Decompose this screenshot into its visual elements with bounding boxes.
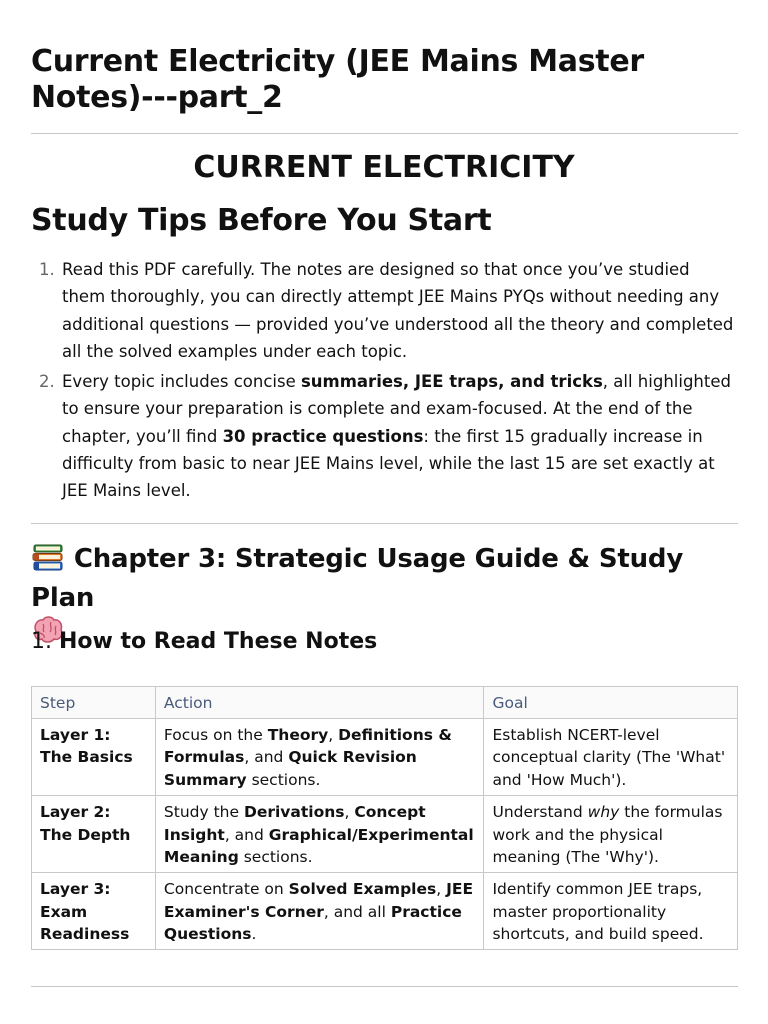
table-header-row	[32, 687, 738, 719]
list-item-text: Every topic includes concise summaries, JEE traps, and tricks, all highlighted to ensure your preparation is complete and exam-focused. At the end of the chapter, you’ll find 30 practice questions: the first 15 gradually increase in difficulty from basic to near JEE Mains level, while the last 15 are set exactly at JEE Mains level.	[62, 372, 731, 501]
step-cell: Layer 1: The Basics	[32, 718, 156, 795]
action-cell: Concentrate on Solved Examples, JEE Examiner's Corner, and all Practice Questions.	[155, 872, 484, 949]
list-number: 1.	[39, 260, 55, 279]
column-header-goal: Goal	[484, 687, 738, 719]
chapter-3-heading: Chapter 3: Strategic Usage Guide & Study Plan	[31, 543, 741, 654]
table-row	[32, 795, 738, 872]
list-number: 2.	[39, 372, 55, 392]
action-cell: Focus on the Theory, Definitions & Formulas, and Quick Revision Summary sections.	[155, 718, 484, 795]
goal-cell: Identify common JEE traps, master proportionality shortcuts, and build speed.	[484, 872, 738, 949]
books-icon	[31, 543, 65, 582]
table-row	[32, 718, 738, 795]
chapter-heading: CURRENT ELECTRICITY	[193, 150, 575, 185]
step-cell: Layer 2: The Depth	[32, 795, 156, 872]
document-title: Current Electricity (JEE Mains Master Notes)---part_2	[31, 44, 644, 115]
study-plan-table	[31, 686, 738, 950]
goal-cell: Understand why the formulas work and the physical meaning (The 'Why').	[484, 795, 738, 872]
divider	[31, 523, 738, 524]
column-header-action: Action	[155, 687, 484, 719]
divider	[31, 133, 738, 134]
study-tips-list	[31, 256, 738, 508]
list-item	[31, 256, 738, 365]
step-cell: Layer 3: Exam Readiness	[32, 872, 156, 949]
list-item	[31, 368, 738, 504]
goal-cell: Establish NCERT-level conceptual clarity (The 'What' and 'How Much').	[484, 718, 738, 795]
divider	[31, 986, 738, 987]
table-row	[32, 872, 738, 949]
column-header-step: Step	[32, 687, 156, 719]
section-heading: 1. How to Read These Notes	[31, 629, 378, 654]
action-cell: Study the Derivations, Concept Insight, and Graphical/Experimental Meaning sections.	[155, 795, 484, 872]
list-item-text: Read this PDF carefully. The notes are designed so that once you’ve studied them thoroughly, you can directly attempt JEE Mains PYQs without needing any additional questions — provided you’ve understood all the theory and completed all the solved examples under each topic.	[62, 260, 734, 361]
study-tips-heading: Study Tips Before You Start	[31, 203, 492, 238]
